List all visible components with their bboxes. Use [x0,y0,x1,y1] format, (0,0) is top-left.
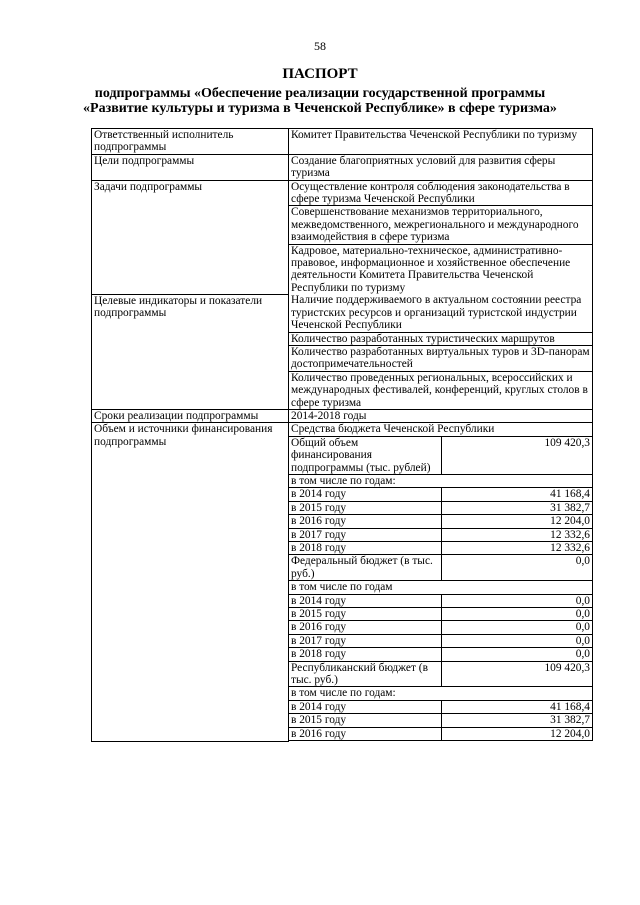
task-item: Осуществление контроля соблюдения законодательства в сфере туризма Чеченской Республики [291,180,570,206]
year-label: в 2014 году [289,594,441,607]
year-label: в 2017 году [289,634,441,647]
task-item: Кадровое, материально-техническое, административно-правовое, информационное и хозяйственное обеспечение деятельности Комитета Правительства Чеченской Республики по туризму [289,244,592,295]
year-label: в 2014 году [289,488,441,501]
federal-budget-value: 0,0 [441,555,592,581]
republic-year-row [289,714,592,727]
tasks-label: Задачи подпрограммы [92,180,289,294]
republic-by-year-label: в том числе по годам: [289,687,592,700]
federal-year-row [289,634,592,647]
funding-total-value: 109 420,3 [441,436,592,474]
funding-by-year-row [289,474,592,487]
funding-year-row [289,542,592,555]
terms-value: 2014-2018 годы [289,409,593,422]
year-label: в 2016 году [289,621,441,634]
indicators-values [289,294,593,409]
federal-year-row [289,594,592,607]
funding-header-row [289,423,592,436]
federal-budget-row [289,555,592,581]
funding-total-label: Общий объем финансирования подпрограммы (тыс. рублей) [289,436,441,474]
republic-budget-row [289,661,592,687]
year-value: 31 382,7 [441,714,592,727]
year-value: 0,0 [441,648,592,661]
federal-by-year-label: в том числе по годам [289,581,592,594]
executor-label: Ответственный исполнитель подпрограммы [92,129,289,155]
year-value: 12 204,0 [441,515,592,528]
passport-table [91,128,593,742]
indicator-item: Количество разработанных виртуальных туров и 3D-панорам достопримечательностей [289,345,592,371]
terms-label: Сроки реализации подпрограммы [92,409,289,422]
goals-value: Создание благоприятных условий для развития сферы туризма [289,154,593,180]
year-label: в 2017 году [289,528,441,541]
funding-year-row [289,528,592,541]
indicator-item: Количество разработанных туристических маршрутов [289,332,592,345]
funding-total-row [289,436,592,474]
row-tasks [92,180,593,294]
year-value: 31 382,7 [441,501,592,514]
task-item: Совершенствование механизмов территориального, межведомственного, межрегионального и международного взаимодействия в сфере туризма [289,205,592,243]
subtitle-line-1: подпрограммы «Обеспечение реализации государственной программы [94,86,546,101]
page-number: 58 [314,39,326,53]
republic-budget-value: 109 420,3 [441,661,592,687]
federal-year-row [289,648,592,661]
federal-by-year-row [289,581,592,594]
federal-year-row [289,608,592,621]
row-terms [92,409,593,422]
row-goals [92,154,593,180]
year-value: 0,0 [441,608,592,621]
year-value: 0,0 [441,621,592,634]
year-value: 0,0 [441,634,592,647]
funding-year-row [289,515,592,528]
year-value: 41 168,4 [441,488,592,501]
row-indicators [92,294,593,409]
year-label: в 2018 году [289,542,441,555]
row-funding [92,423,593,741]
year-label: в 2015 году [289,501,441,514]
document-title: ПАСПОРТ [282,66,358,82]
federal-year-row [289,621,592,634]
year-value: 12 332,6 [441,542,592,555]
year-value: 12 204,0 [441,727,592,740]
year-label: в 2015 году [289,608,441,621]
funding-header: Средства бюджета Чеченской Республики [289,423,592,436]
document-subtitle [40,86,600,116]
year-label: в 2018 году [289,648,441,661]
indicator-item: Наличие поддерживаемого в актуальном состоянии реестра туристских ресурсов и организаций туристской индустрии Чеченской Республики [291,294,582,332]
year-value: 12 332,6 [441,528,592,541]
republic-by-year-row [289,687,592,700]
subtitle-line-2: «Развитие культуры и туризма в Чеченской Республике» в сфере туризма» [83,101,557,116]
republic-year-row [289,700,592,713]
row-executor [92,129,593,155]
federal-budget-label: Федеральный бюджет (в тыс. руб.) [289,555,441,581]
funding-by-year-label: в том числе по годам: [289,474,592,487]
funding-year-row [289,501,592,514]
year-label: в 2014 году [289,700,441,713]
funding-label: Объем и источники финансирования подпрограммы [92,423,289,741]
year-value: 41 168,4 [441,700,592,713]
funding-table [289,423,592,741]
republic-budget-label: Республиканский бюджет (в тыс. руб.) [289,661,441,687]
indicator-item: Количество проведенных региональных, всероссийских и международных фестивалей, конференций, круглых столов в сфере туризма [289,371,592,409]
year-label: в 2015 году [289,714,441,727]
year-label: в 2016 году [289,515,441,528]
year-value: 0,0 [441,594,592,607]
republic-year-row [289,727,592,740]
indicators-label: Целевые индикаторы и показатели подпрограммы [92,294,289,409]
funding-year-row [289,488,592,501]
tasks-values [289,180,593,294]
funding-values [289,423,593,741]
year-label: в 2016 году [289,727,441,740]
goals-label: Цели подпрограммы [92,154,289,180]
executor-value: Комитет Правительства Чеченской Республики по туризму [289,129,593,155]
